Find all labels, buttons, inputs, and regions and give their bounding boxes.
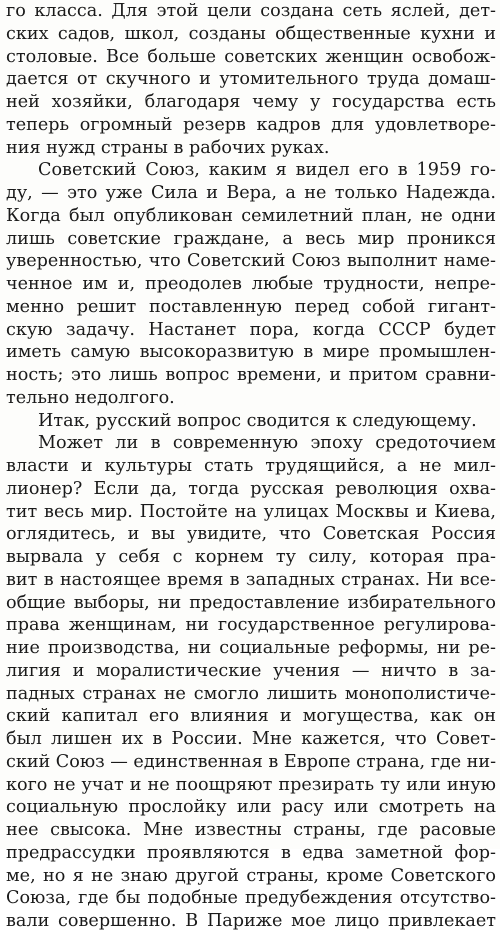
text-line: Советский Союз, каким я видел его в 1959 го- — [38, 160, 496, 181]
text-line: уверенностью, что Советский Союз выполнит наме- — [6, 251, 496, 272]
text-line: ность; это лишь вопрос времени, и притом сравни- — [6, 365, 496, 385]
text-line: столовые. Все больше советских женщин освобож- — [6, 46, 496, 67]
text-line: вит в настоящее время в западных странах. Ни все- — [6, 569, 496, 590]
text-line: дается от скучного и утомительного труда домаш- — [6, 69, 496, 90]
text-line: ме, но я не знаю другой страны, кроме Советского — [6, 865, 496, 886]
text-line: нее свысока. Мне известны страны, где расовые — [6, 820, 496, 840]
text-line: ней хозяйки, благодаря чему у государства есть — [6, 92, 496, 112]
paragraph — [6, 432, 496, 933]
text-line: Может ли в современную эпоху средоточием — [38, 433, 496, 454]
text-line: социальную прослойку или расу или смотреть на — [6, 797, 496, 818]
text-line: ченное им и, преодолев любые трудности, непре- — [6, 274, 496, 294]
text-line: тельно недолгого. — [6, 387, 175, 408]
text-line: скую задачу. Настанет пора, когда СССР будет — [6, 319, 496, 340]
text-line: предрассудки проявляются в едва заметной фор- — [6, 842, 496, 863]
text-line: Итак, русский вопрос сводится к следующему. — [38, 410, 477, 431]
text-line: ду, — это уже Сила и Вера, а не только Надежда. — [6, 183, 496, 203]
text-line: иметь самую высокоразвитую в мире промышлен- — [6, 342, 496, 363]
text-line: лионер? Если да, тогда русская революция охва- — [6, 478, 496, 499]
text-line: был лишен их в России. Мне кажется, что Совет- — [6, 729, 496, 749]
text-line: ния нужд страны в рабочих руках. — [6, 137, 330, 158]
text-line: го класса. Для этой цели создана сеть яслей, дет- — [6, 1, 496, 21]
text-line: теперь огромный резерв кадров для удовлетворе- — [6, 114, 496, 135]
paragraph — [6, 0, 496, 159]
paragraph — [6, 159, 496, 409]
text-line: вали совершенно. В Париже мое лицо привлекает — [6, 911, 496, 931]
text-line: кого не учат и не поощряют презирать ту или иную — [6, 774, 496, 795]
text-line: тит весь мир. Постойте на улицах Москвы и Киева, — [6, 501, 496, 522]
text-line: ние производства, ни социальные реформы, ни ре- — [6, 638, 496, 658]
text-line: лишь советские граждане, а весь мир проникся — [6, 228, 496, 249]
body-text — [6, 0, 496, 933]
text-line: общие выборы, ни предоставление избирательного — [6, 592, 496, 613]
text-line: менно решит поставленную перед собой гигант- — [6, 296, 496, 317]
text-line: Когда был опубликован семилетний план, не одни — [6, 205, 496, 226]
text-line: власти и культуры стать трудящийся, а не мил- — [6, 456, 496, 476]
paragraph — [6, 410, 496, 433]
text-line: ских садов, школ, созданы общественные кухни и — [6, 23, 496, 44]
text-line: ский Союз — единственная в Европе страна, где ни- — [6, 751, 497, 772]
text-line: падных странах не смогло лишить монополистиче- — [6, 683, 496, 704]
text-line: права женщинам, ни государственное регулирова- — [6, 615, 496, 636]
text-line: Союза, где бы подобные предубеждения отсутство- — [6, 888, 496, 909]
text-line: ский капитал его влияния и могущества, как он — [6, 706, 496, 727]
text-line: оглядитесь, и вы увидите, что Советская Россия — [6, 524, 496, 545]
text-line: вырвала у себя с корнем ту силу, которая пра- — [6, 547, 496, 567]
text-line: лигия и моралистические учения — ничто в за- — [6, 660, 496, 681]
